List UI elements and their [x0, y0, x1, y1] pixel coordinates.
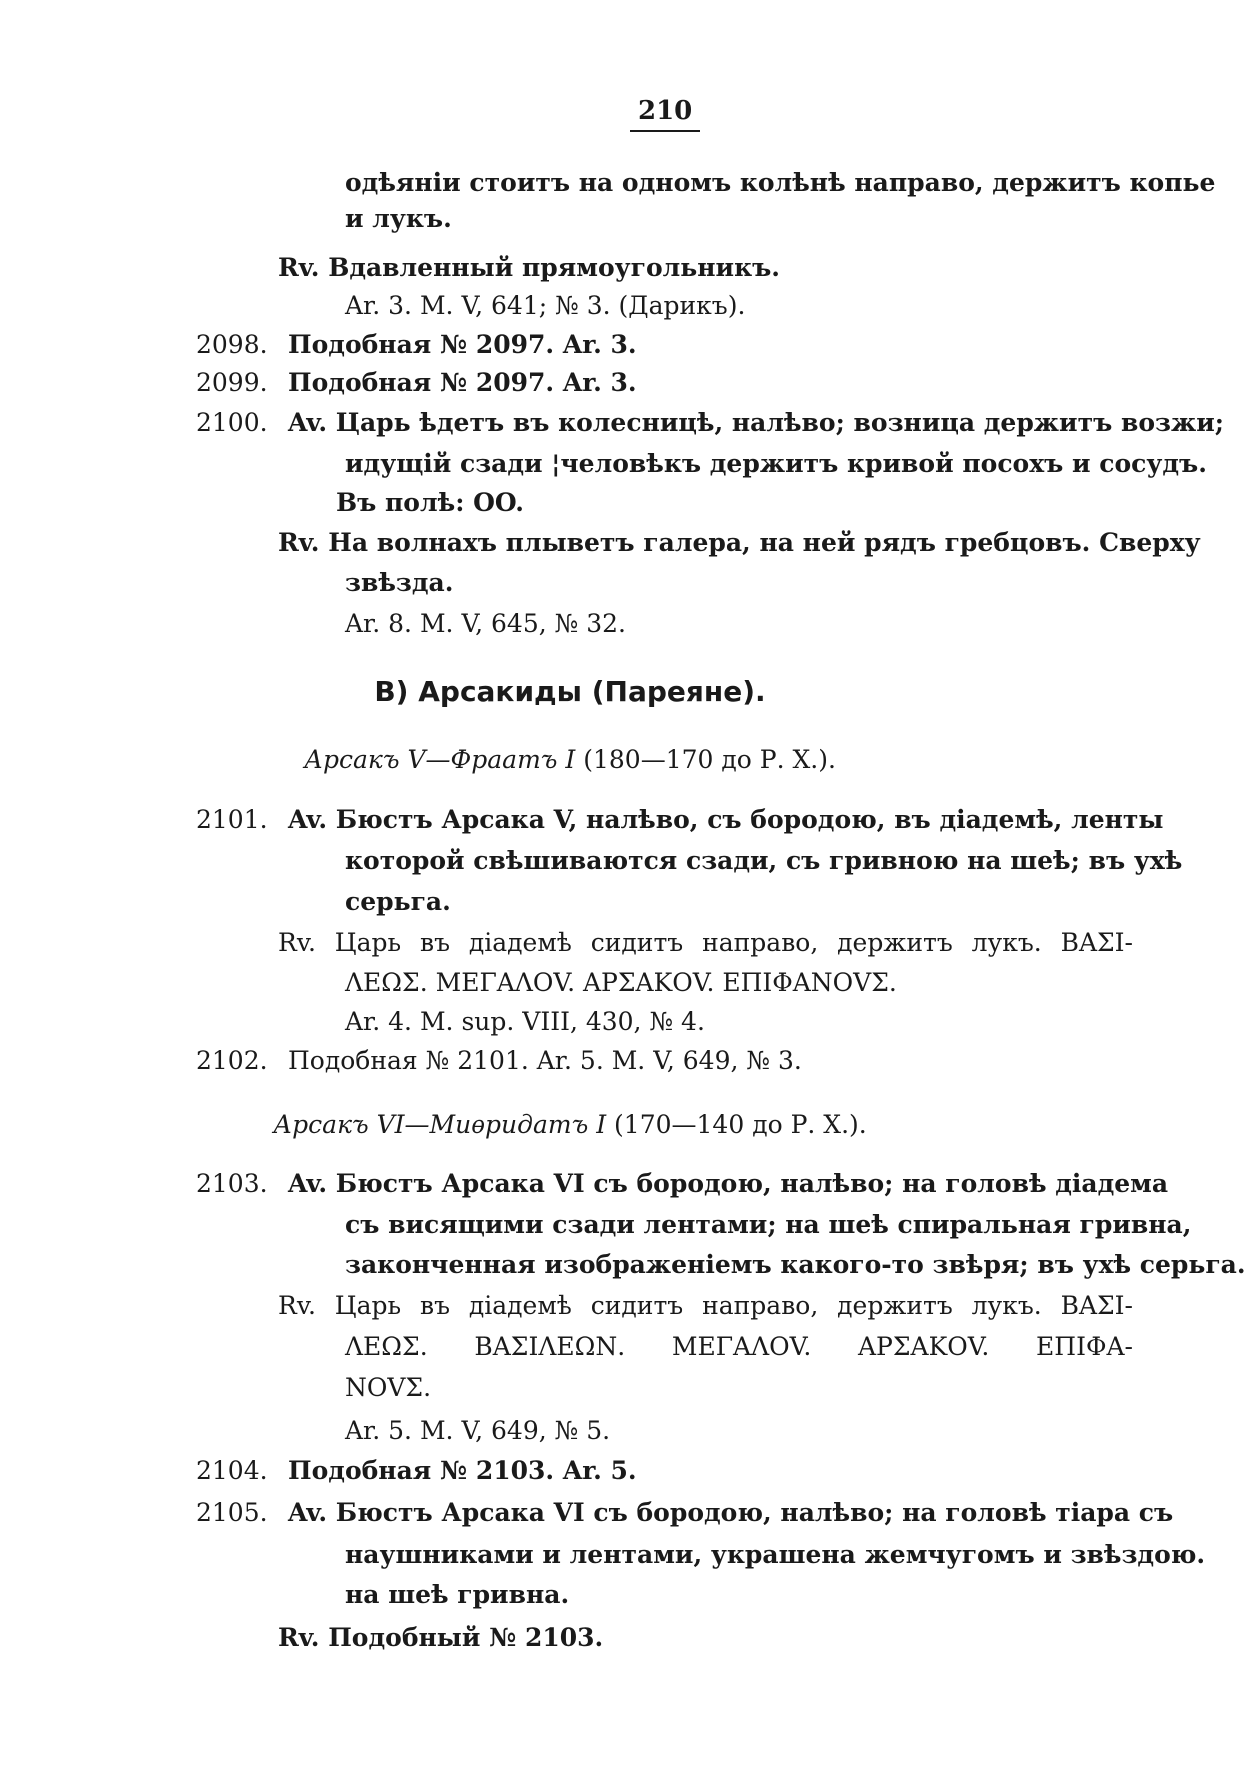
greek-legend: ΛΕΩΣ. ΒΑΣΙΛΕΩΝ. ΜΕΓΑΛΟV. ΑΡΣΑΚΟV. ΕΠΙΦΑ-: [345, 1332, 1133, 1361]
text-line: одѣяніи стоитъ на одномъ колѣнѣ направо, держитъ копье: [345, 168, 1216, 197]
text-line: Rv. Подобный № 2103.: [278, 1623, 604, 1652]
text-line: Ar. 5. M. V, 649, № 5.: [345, 1416, 611, 1445]
entry-number: 2098.: [196, 330, 268, 359]
text-line: идущій сзади ¦человѣкъ держитъ кривой посохъ и сосудъ.: [345, 449, 1207, 478]
entry-2105: 2105. Av. Бюстъ Арсака VI съ бородою, налѣво; на головѣ тіара съ: [196, 1498, 1174, 1527]
entry-number: 2105.: [196, 1498, 268, 1527]
page-number: 210: [630, 96, 700, 132]
text-line: Rv. На волнахъ плыветъ галера, на ней рядъ гребцовъ. Сверху: [278, 528, 1201, 557]
entry-2098: 2098. Подобная № 2097. Ar. 3.: [196, 330, 637, 359]
entry-2099: 2099. Подобная № 2097. Ar. 3.: [196, 368, 637, 397]
entry-2104: 2104. Подобная № 2103. Ar. 5.: [196, 1456, 637, 1485]
text-line: Rv. Вдавленный прямоугольникъ.: [278, 253, 781, 282]
greek-legend: ΛΕΩΣ. ΜΕΓΑΛΟV. ΑΡΣΑΚΟV. ΕΠΙΦΑΝΟVΣ.: [345, 968, 897, 997]
text-line: законченная изображеніемъ какого-то звѣря; въ ухѣ серьга.: [345, 1250, 1246, 1279]
subheading-mithridates: Арсакъ VI—Миѳридатъ I (170—140 до Р. Х.).: [273, 1110, 867, 1139]
entry-number: 2103.: [196, 1169, 268, 1198]
text-line: наушниками и лентами, украшена жемчугомъ и звѣздою.: [345, 1540, 1206, 1569]
text-line: которой свѣшиваются сзади, съ гривною на шеѣ; въ ухѣ: [345, 846, 1183, 875]
entry-number: 2104.: [196, 1456, 268, 1485]
text-line: на шеѣ гривна.: [345, 1580, 570, 1609]
text-line: Ar. 3. M. V, 641; № 3. (Дарикъ).: [345, 291, 746, 320]
text-line: Ar. 8. M. V, 645, № 32.: [345, 609, 626, 638]
text-line: Rv. Царь въ діадемѣ сидитъ направо, держитъ лукъ. ΒΑΣΙ-: [278, 928, 1133, 957]
entry-number: 2102.: [196, 1046, 268, 1075]
text-line: Въ полѣ: OO.: [336, 488, 524, 517]
text-line: Rv. Царь въ діадемѣ сидитъ направо, держитъ лукъ. ΒΑΣΙ-: [278, 1291, 1133, 1320]
entry-2100: 2100. Av. Царь ѣдетъ въ колесницѣ, налѣво; возница держитъ возжи;: [196, 408, 1224, 437]
entry-number: 2099.: [196, 368, 268, 397]
entry-2102: 2102. Подобная № 2101. Ar. 5. M. V, 649, № 3.: [196, 1046, 802, 1075]
entry-2103: 2103. Av. Бюстъ Арсака VI съ бородою, налѣво; на головѣ діадема: [196, 1169, 1169, 1198]
text-line: и лукъ.: [345, 204, 452, 233]
entry-2101: 2101. Av. Бюстъ Арсака V, налѣво, съ бородою, въ діадемѣ, ленты: [196, 805, 1164, 834]
greek-legend: ΝΟVΣ.: [345, 1373, 432, 1402]
text-line: серьга.: [345, 887, 451, 916]
text-line: Ar. 4. M. sup. VIII, 430, № 4.: [345, 1007, 705, 1036]
section-heading: B) Арсакиды (Пареяне).: [374, 675, 766, 708]
subheading-fraates: Арсакъ V—Фраатъ I (180—170 до Р. Х.).: [304, 745, 836, 774]
text-line: звѣзда.: [345, 568, 454, 597]
entry-number: 2100.: [196, 408, 268, 437]
entry-number: 2101.: [196, 805, 268, 834]
text-line: съ висящими сзади лентами; на шеѣ спиральная гривна,: [345, 1210, 1192, 1239]
